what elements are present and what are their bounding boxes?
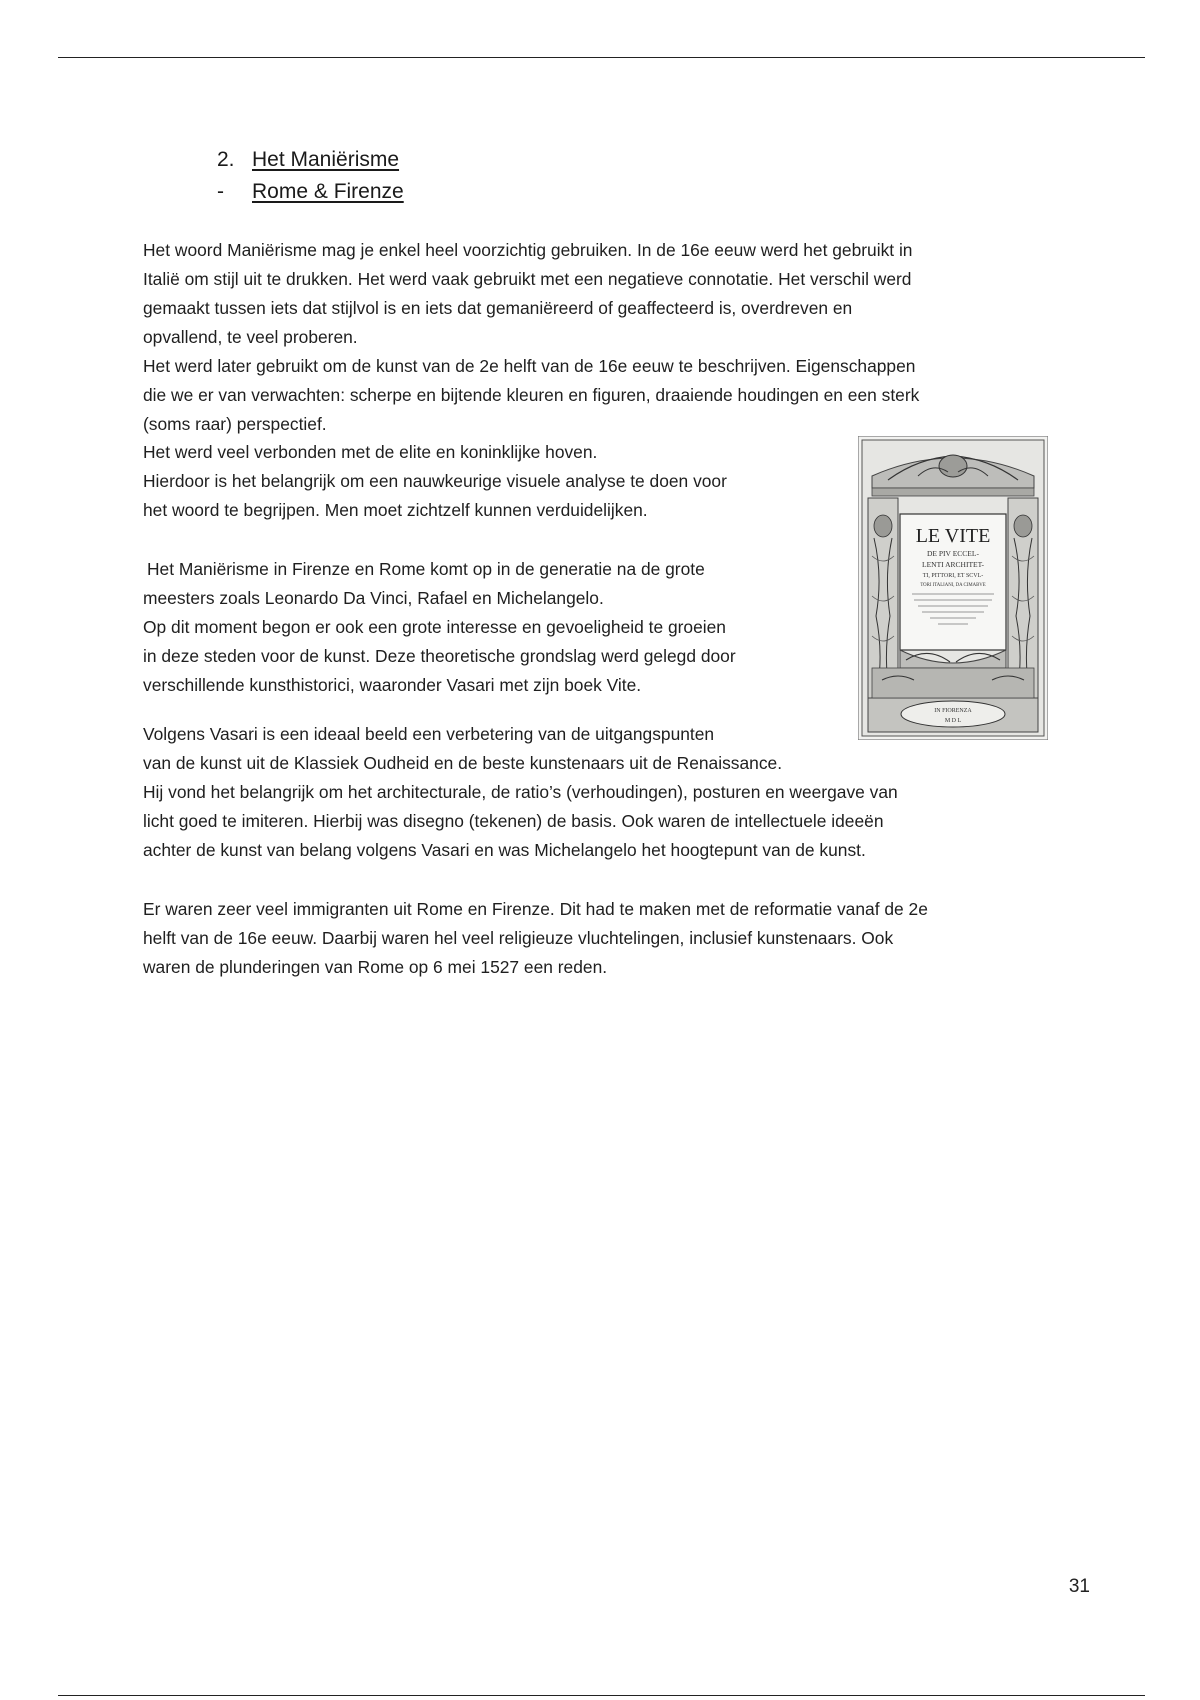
text-line: Hierdoor is het belangrijk om een nauwkeurige visuele analyse te doen voor (143, 471, 727, 491)
text-line: verschillende kunsthistorici, waaronder Vasari met zijn boek Vite. (143, 675, 642, 695)
paragraph-vasari (143, 720, 1073, 865)
text-line: gemaakt tussen iets dat stijlvol is en iets dat gemaniëreerd of geaffecteerd is, overdreven en (143, 298, 853, 318)
subsection-heading (217, 176, 404, 208)
text-line: opvallend, te veel proberen. (143, 327, 358, 347)
paragraph-firenze-rome (143, 555, 863, 700)
text-line: Volgens Vasari is een ideaal beeld een verbetering van de uitgangspunten (143, 724, 715, 744)
text-line: die we er van verwachten: scherpe en bijtende kleuren en figuren, draaiende houdingen en een sterk (143, 385, 920, 405)
footer-rule (58, 1695, 1145, 1696)
vasari-vite-title-page-image (858, 436, 1048, 740)
text-line: helft van de 16e eeuw. Daarbij waren hel veel religieuze vluchtelingen, inclusief kunstenaars. Ook (143, 928, 894, 948)
section-title: Het Maniërisme (252, 148, 400, 171)
section-heading (217, 144, 404, 176)
book-place: IN FIORENZA (934, 708, 972, 714)
section-headings (217, 144, 404, 208)
text-line: van de kunst uit de Klassiek Oudheid en de beste kunstenaars uit de Renaissance. (143, 753, 783, 773)
book-year: M D L (944, 718, 962, 724)
text-line: Het woord Maniërisme mag je enkel heel voorzichtig gebruiken. In de 16e eeuw werd het gebruikt in (143, 240, 913, 260)
book-line: DE PIV ECCEL- (927, 549, 979, 558)
text-line: Italië om stijl uit te drukken. Het werd vaak gebruikt met een negatieve connotatie. Het verschil werd (143, 269, 912, 289)
text-line: in deze steden voor de kunst. Deze theoretische grondslag werd gelegd door (143, 646, 736, 666)
header-rule (58, 57, 1145, 58)
book-title: LE VITE (915, 525, 991, 547)
text-line: Het werd veel verbonden met de elite en koninklijke hoven. (143, 442, 598, 462)
text-line: het woord te begrijpen. Men moet zichtzelf kunnen verduidelijken. (143, 500, 648, 520)
page-number: 31 (1068, 1576, 1090, 1597)
subsection-title: Rome & Firenze (252, 180, 404, 203)
book-line: TI, PITTORI, ET SCVL- (922, 573, 984, 579)
paragraph-elite (143, 438, 863, 525)
text-line: Het Maniërisme in Firenze en Rome komt op in de generatie na de grote (147, 559, 705, 579)
text-line: waren de plunderingen van Rome op 6 mei 1527 een reden. (143, 957, 608, 977)
book-line: LENTI ARCHITET- (921, 560, 985, 569)
text-line: Op dit moment begon er ook een grote interesse en gevoeligheid te groeien (143, 617, 726, 637)
section-number: 2. (217, 148, 235, 171)
list-dash: - (217, 180, 224, 203)
text-line: meesters zoals Leonardo Da Vinci, Rafael en Michelangelo. (143, 588, 604, 608)
text-line: Er waren zeer veel immigranten uit Rome en Firenze. Dit had te maken met de reformatie vanaf de 2e (143, 899, 928, 919)
paragraph-intro (143, 236, 1073, 439)
text-line: achter de kunst van belang volgens Vasari en was Michelangelo het hoogtepunt van de kunst. (143, 840, 866, 860)
text-line: Het werd later gebruikt om de kunst van de 2e helft van de 16e eeuw te beschrijven. Eigenschappen (143, 356, 916, 376)
text-line: (soms raar) perspectief. (143, 414, 327, 434)
text-line: licht goed te imiteren. Hierbij was disegno (tekenen) de basis. Ook waren de intellectuele ideeën (143, 811, 884, 831)
paragraph-immigrants (143, 895, 1073, 982)
text-line: Hij vond het belangrijk om het architecturale, de ratio’s (verhoudingen), posturen en weergave van (143, 782, 898, 802)
book-line: TORI ITALIANI, DA CIMABVE (920, 583, 986, 588)
